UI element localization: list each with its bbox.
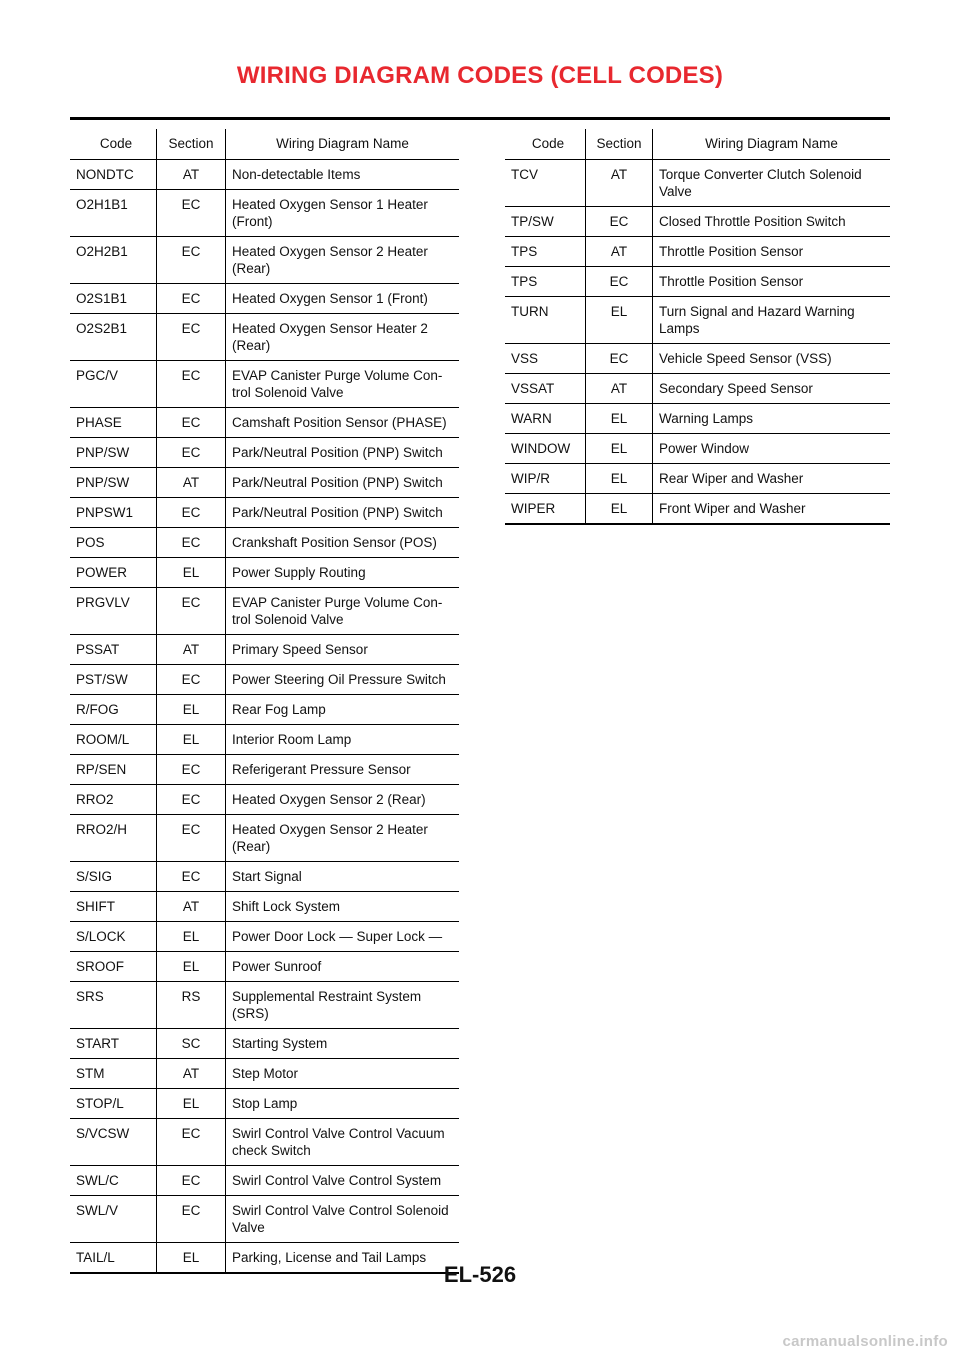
cell-code: SWL/V [70, 1196, 157, 1243]
table-row [505, 237, 890, 267]
cell-code: PRGVLV [70, 588, 157, 635]
cell-code: SHIFT [70, 892, 157, 922]
table-row [70, 952, 459, 982]
cell-name: Shift Lock System [226, 892, 460, 922]
cell-name: Heated Oxygen Sensor 1 Heater (Front) [226, 190, 460, 237]
cell-code: TPS [505, 237, 586, 267]
cell-name: Interior Room Lamp [226, 725, 460, 755]
table-header-row [70, 129, 459, 160]
cell-name: Turn Signal and Hazard Warning Lamps [653, 297, 891, 344]
cell-code: POS [70, 528, 157, 558]
cell-name: Crankshaft Position Sensor (POS) [226, 528, 460, 558]
cell-name: Non-detectable Items [226, 160, 460, 190]
column-header-name: Wiring Diagram Name [226, 129, 460, 160]
cell-name: Park/Neutral Position (PNP) Switch [226, 468, 460, 498]
cell-name: Throttle Position Sensor [653, 237, 891, 267]
cell-name: Parking, License and Tail Lamps [226, 1243, 460, 1274]
cell-name: Warning Lamps [653, 404, 891, 434]
cell-code: R/FOG [70, 695, 157, 725]
cell-section: EL [157, 922, 226, 952]
cell-section: SC [157, 1029, 226, 1059]
table-row [70, 635, 459, 665]
cell-name: Swirl Control Valve Control System [226, 1166, 460, 1196]
cell-section: EL [157, 1089, 226, 1119]
cell-section: EL [157, 952, 226, 982]
cell-name: Power Steering Oil Pressure Switch [226, 665, 460, 695]
codes-table-left [70, 129, 459, 1274]
cell-section: EC [157, 588, 226, 635]
column-header-code: Code [505, 129, 586, 160]
table-row [70, 1196, 459, 1243]
cell-code: START [70, 1029, 157, 1059]
table-row [70, 1089, 459, 1119]
cell-name: Throttle Position Sensor [653, 267, 891, 297]
cell-name: EVAP Canister Purge Volume Con- trol Solenoid Valve [226, 588, 460, 635]
column-header-section: Section [586, 129, 653, 160]
cell-code: VSSAT [505, 374, 586, 404]
cell-section: RS [157, 982, 226, 1029]
table-row [505, 494, 890, 525]
table-row [70, 438, 459, 468]
cell-name: EVAP Canister Purge Volume Con- trol Solenoid Valve [226, 361, 460, 408]
cell-section: AT [157, 468, 226, 498]
cell-name: Step Motor [226, 1059, 460, 1089]
cell-code: O2S2B1 [70, 314, 157, 361]
table-row [505, 344, 890, 374]
cell-code: PNP/SW [70, 438, 157, 468]
cell-name: Park/Neutral Position (PNP) Switch [226, 438, 460, 468]
cell-code: RRO2 [70, 785, 157, 815]
cell-name: Closed Throttle Position Switch [653, 207, 891, 237]
header-rule [70, 117, 890, 120]
cell-section: EC [157, 284, 226, 314]
table-row [70, 498, 459, 528]
cell-code: WIPER [505, 494, 586, 525]
table-row [70, 408, 459, 438]
cell-section: EL [586, 404, 653, 434]
cell-section: AT [157, 635, 226, 665]
cell-name: Swirl Control Valve Control Solenoid Valve [226, 1196, 460, 1243]
table-row [70, 982, 459, 1029]
cell-section: EC [157, 665, 226, 695]
cell-code: PNPSW1 [70, 498, 157, 528]
page-number: EL-526 [443, 1262, 517, 1287]
cell-code: TP/SW [505, 207, 586, 237]
cell-name: Primary Speed Sensor [226, 635, 460, 665]
cell-section: EC [157, 1119, 226, 1166]
cell-code: PHASE [70, 408, 157, 438]
cell-code: S/LOCK [70, 922, 157, 952]
cell-code: RRO2/H [70, 815, 157, 862]
cell-code: S/VCSW [70, 1119, 157, 1166]
cell-name: Starting System [226, 1029, 460, 1059]
cell-code: TPS [505, 267, 586, 297]
cell-name: Power Window [653, 434, 891, 464]
cell-code: POWER [70, 558, 157, 588]
table-row [70, 558, 459, 588]
cell-name: Park/Neutral Position (PNP) Switch [226, 498, 460, 528]
table-row [505, 267, 890, 297]
cell-code: WIP/R [505, 464, 586, 494]
table-body-left [70, 160, 459, 1274]
cell-section: EL [157, 1243, 226, 1274]
table-row [505, 160, 890, 207]
cell-section: EC [157, 528, 226, 558]
table-row [70, 284, 459, 314]
cell-section: EC [157, 862, 226, 892]
cell-code: NONDTC [70, 160, 157, 190]
cell-name: Heated Oxygen Sensor 2 Heater (Rear) [226, 815, 460, 862]
cell-code: STM [70, 1059, 157, 1089]
table-row [505, 374, 890, 404]
table-row [505, 464, 890, 494]
watermark: carmanualsonline.info [782, 1333, 948, 1350]
cell-name: Heated Oxygen Sensor 2 (Rear) [226, 785, 460, 815]
cell-section: EL [586, 494, 653, 525]
cell-name: Power Sunroof [226, 952, 460, 982]
table-header-row [505, 129, 890, 160]
table-row [70, 922, 459, 952]
cell-name: Referigerant Pressure Sensor [226, 755, 460, 785]
cell-section: EC [586, 207, 653, 237]
table-row [70, 1059, 459, 1089]
codes-table-right [505, 129, 890, 525]
table-row [70, 862, 459, 892]
cell-code: TURN [505, 297, 586, 344]
cell-name: Heated Oxygen Sensor 2 Heater (Rear) [226, 237, 460, 284]
cell-section: EC [157, 438, 226, 468]
cell-section: EC [157, 408, 226, 438]
cell-name: Heated Oxygen Sensor 1 (Front) [226, 284, 460, 314]
cell-section: AT [157, 892, 226, 922]
cell-code: WINDOW [505, 434, 586, 464]
cell-section: EC [157, 755, 226, 785]
cell-code: O2S1B1 [70, 284, 157, 314]
cell-section: EC [157, 498, 226, 528]
cell-code: SRS [70, 982, 157, 1029]
cell-section: EC [157, 1196, 226, 1243]
cell-name: Camshaft Position Sensor (PHASE) [226, 408, 460, 438]
column-header-code: Code [70, 129, 157, 160]
cell-section: EL [157, 695, 226, 725]
table-row [70, 725, 459, 755]
cell-section: EC [586, 267, 653, 297]
table-row [70, 237, 459, 284]
cell-name: Rear Fog Lamp [226, 695, 460, 725]
cell-code: TCV [505, 160, 586, 207]
cell-section: EL [157, 725, 226, 755]
column-header-section: Section [157, 129, 226, 160]
table-row [70, 815, 459, 862]
table-body-right [505, 160, 890, 525]
table-row [505, 297, 890, 344]
cell-name: Rear Wiper and Washer [653, 464, 891, 494]
cell-code: PSSAT [70, 635, 157, 665]
cell-name: Start Signal [226, 862, 460, 892]
table-row [505, 404, 890, 434]
table-row [70, 588, 459, 635]
cell-section: EL [586, 297, 653, 344]
cell-name: Swirl Control Valve Control Vacuum check Switch [226, 1119, 460, 1166]
cell-name: Power Supply Routing [226, 558, 460, 588]
cell-section: AT [586, 237, 653, 267]
table-row [70, 190, 459, 237]
cell-section: EL [586, 434, 653, 464]
table-row [70, 314, 459, 361]
table-row [70, 528, 459, 558]
cell-code: TAIL/L [70, 1243, 157, 1274]
cell-section: EC [157, 815, 226, 862]
cell-code: VSS [505, 344, 586, 374]
table-row [505, 207, 890, 237]
cell-section: EC [157, 314, 226, 361]
cell-section: AT [157, 160, 226, 190]
cell-code: ROOM/L [70, 725, 157, 755]
cell-code: RP/SEN [70, 755, 157, 785]
cell-name: Supplemental Restraint System (SRS) [226, 982, 460, 1029]
table-row [70, 468, 459, 498]
cell-code: WARN [505, 404, 586, 434]
cell-section: EL [157, 558, 226, 588]
cell-code: O2H2B1 [70, 237, 157, 284]
cell-code: PST/SW [70, 665, 157, 695]
cell-code: PGC/V [70, 361, 157, 408]
cell-code: O2H1B1 [70, 190, 157, 237]
table-row [70, 755, 459, 785]
column-header-name: Wiring Diagram Name [653, 129, 891, 160]
table-row [70, 1029, 459, 1059]
cell-code: PNP/SW [70, 468, 157, 498]
cell-section: EC [157, 361, 226, 408]
table-row [70, 785, 459, 815]
table-row [505, 434, 890, 464]
cell-section: EC [157, 190, 226, 237]
page-title: WIRING DIAGRAM CODES (CELL CODES) [236, 62, 724, 89]
table-row [70, 1166, 459, 1196]
cell-name: Power Door Lock — Super Lock — [226, 922, 460, 952]
table-row [70, 695, 459, 725]
cell-section: EL [586, 464, 653, 494]
cell-name: Front Wiper and Washer [653, 494, 891, 525]
table-row [70, 892, 459, 922]
cell-code: SWL/C [70, 1166, 157, 1196]
cell-name: Torque Converter Clutch Solenoid Valve [653, 160, 891, 207]
cell-name: Secondary Speed Sensor [653, 374, 891, 404]
cell-section: AT [586, 160, 653, 207]
table-row [70, 1119, 459, 1166]
cell-code: STOP/L [70, 1089, 157, 1119]
cell-section: AT [157, 1059, 226, 1089]
cell-section: EC [157, 237, 226, 284]
table-row [70, 665, 459, 695]
cell-section: EC [586, 344, 653, 374]
cell-section: AT [586, 374, 653, 404]
table-row [70, 361, 459, 408]
cell-section: EC [157, 1166, 226, 1196]
cell-name: Vehicle Speed Sensor (VSS) [653, 344, 891, 374]
cell-name: Heated Oxygen Sensor Heater 2 (Rear) [226, 314, 460, 361]
cell-name: Stop Lamp [226, 1089, 460, 1119]
cell-code: S/SIG [70, 862, 157, 892]
table-row [70, 160, 459, 190]
cell-code: SROOF [70, 952, 157, 982]
cell-section: EC [157, 785, 226, 815]
